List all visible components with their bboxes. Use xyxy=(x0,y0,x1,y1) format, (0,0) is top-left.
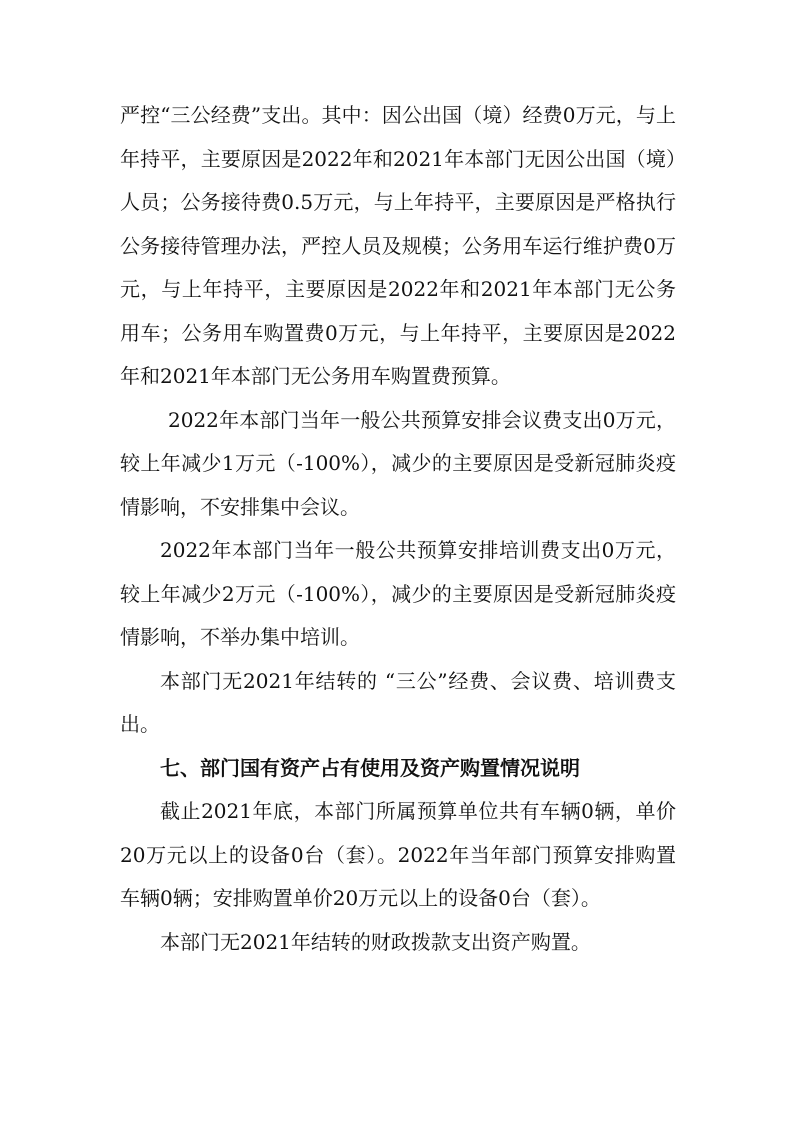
paragraph-training-expenses: 2022年本部门当年一般公共预算安排培训费支出0万元，较上年减少2万元（-100%），减少的主要原因是受新冠肺炎疫情影响，不举办集中培训。 xyxy=(120,538,676,649)
paragraph-carryover-expenses: 本部门无2021年结转的 “三公”经费、会议费、培训费支出。 xyxy=(120,668,676,736)
paragraph-assets-summary: 截止2021年底，本部门所属预算单位共有车辆0辆，单价20万元以上的设备0台（套）。2022年当年部门预算安排购置车辆0辆；安排购置单价20万元以上的设备0台（套）。 xyxy=(120,799,676,910)
paragraph-three-public-expenses: 严控“三公经费”支出。其中：因公出国（境）经费0万元，与上年持平，主要原因是2022年和2021年本部门无因公出国（境）人员；公务接待费0.5万元，与上年持平，主要原因是严格执行公务接待管理办法，严控人员及规模；公务用车运行维护费0万元，与上年持平，主要原因是2022年和2021年本部门无公务用车；公务用车购置费0万元，与上年持平，主要原因是2022年和2021年本部门无公务用车购置费预算。 xyxy=(120,103,676,388)
document-body xyxy=(120,94,676,964)
paragraph-assets-carryover: 本部门无2021年结转的财政拨款支出资产购置。 xyxy=(160,929,591,954)
paragraph-meeting-expenses: 2022年本部门当年一般公共预算安排会议费支出0万元，较上年减少1万元（-100%），减少的主要原因是受新冠肺炎疫情影响，不安排集中会议。 xyxy=(120,407,676,519)
section-heading-assets: 七、部门国有资产占有使用及资产购置情况说明 xyxy=(160,755,580,780)
